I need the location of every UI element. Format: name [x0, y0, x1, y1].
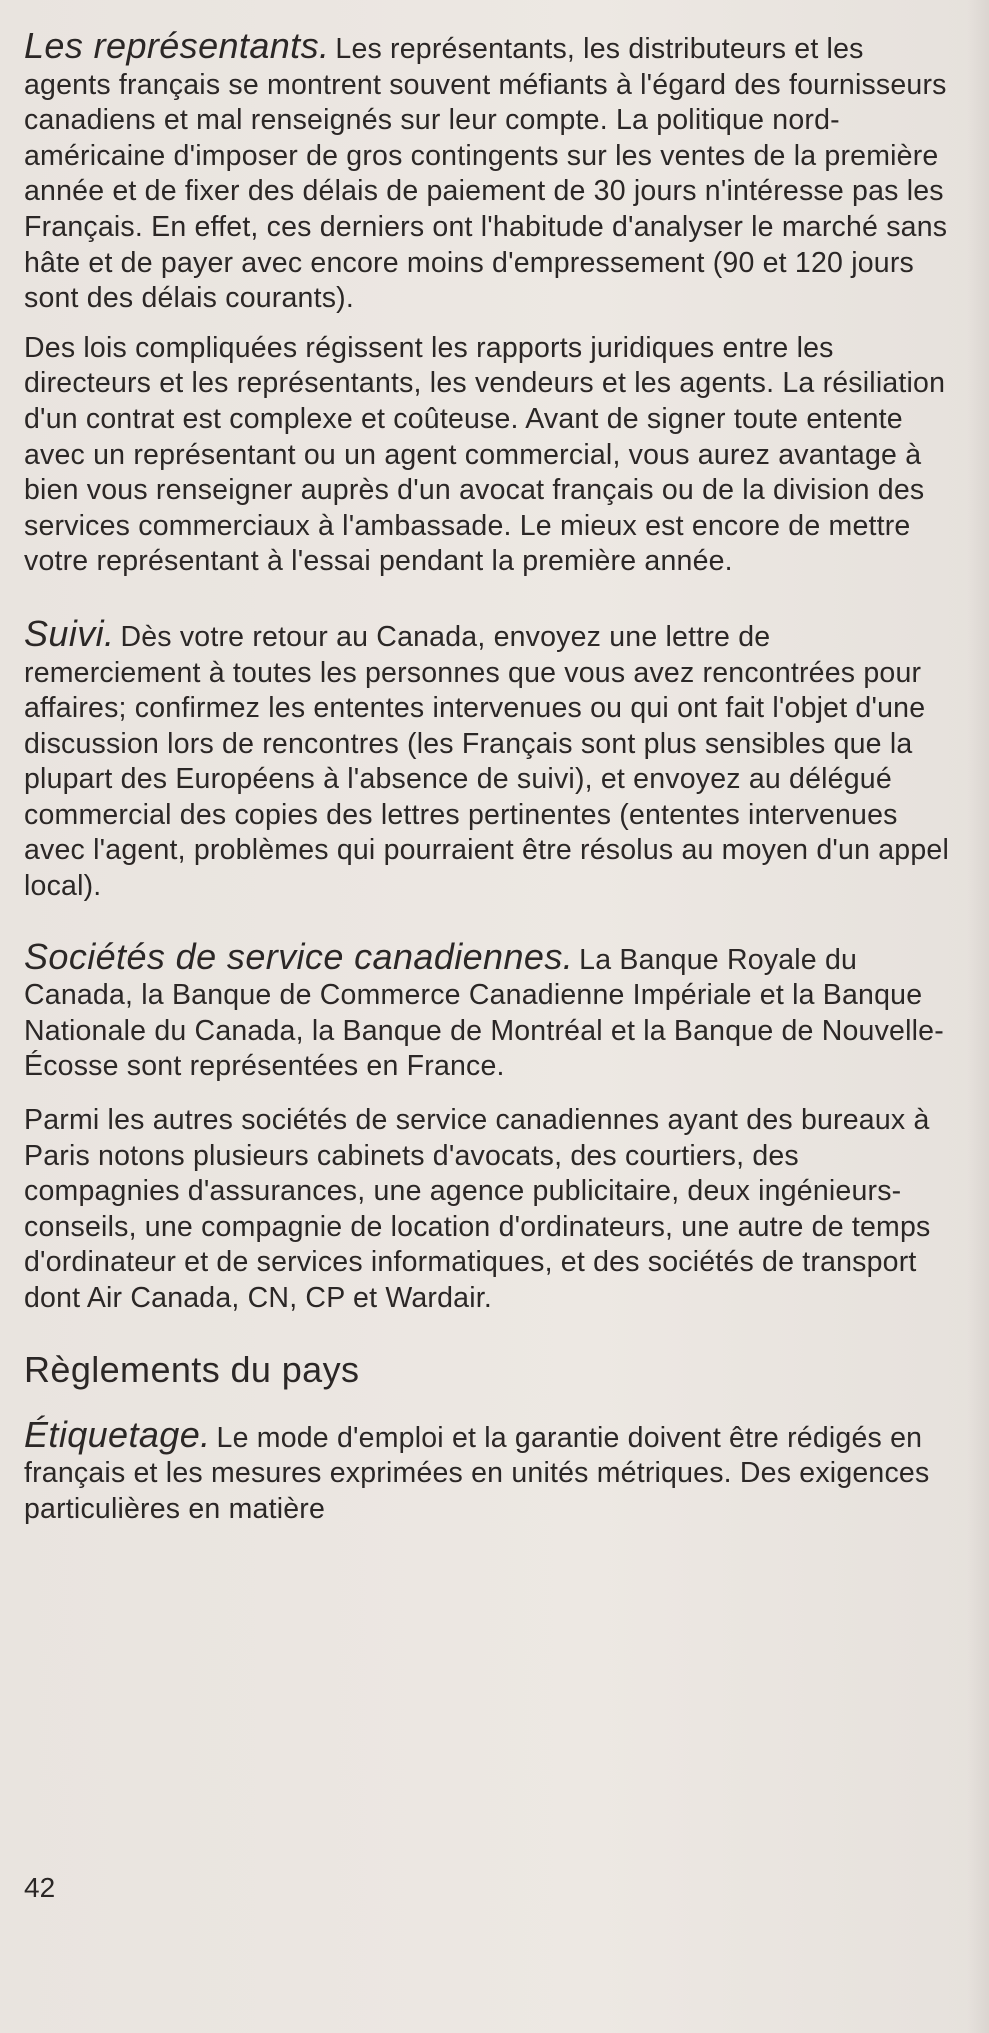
- paragraph-suivi-text: Dès votre retour au Canada, envoyez une lettre de remerciement à toutes les personnes que vous avez rencontrées pour affaires; confirmez les ententes intervenues ou qui ont fait l'objet d'une discussion lors de rencontres (les Français sont plus sensibles que la plupart des Européens à l'absence de suivi), et envoyez au délégué commercial des copies des lettres pertinentes (ententes intervenues avec l'agent, problèmes qui pourraient être résolus au moyen d'un appel local).: [24, 620, 949, 903]
- runin-heading-representants: Les représentants.: [24, 25, 330, 66]
- page-number: 42: [24, 1872, 56, 1903]
- runin-heading-suivi: Suivi.: [24, 612, 115, 654]
- paragraph-lois: [24, 331, 949, 580]
- paragraph-lois-text: Des lois compliquées régissent les rapports juridiques entre les directeurs et les représentants, les vendeurs et les agents. La résiliation d'un contrat est complexe et coûteuse. Avant de signer toute entente avec un représentant ou un agent commercial, vous aurez avantage à bien vous renseigner auprès d'un avocat français ou de la division des services commerciaux à l'ambassade. Le mieux est encore de mettre votre représentant à l'essai pendant la première année.: [24, 331, 946, 578]
- runin-heading-etiquetage: Étiquetage.: [24, 1413, 211, 1455]
- paragraph-etiquetage-text: Le mode d'emploi et la garantie doivent être rédigés en français et les mesures exprimées en unités métriques. Des exigences particulières en matière: [24, 1421, 930, 1525]
- paragraph-etiquetage: [24, 1413, 949, 1528]
- paragraph-representants: [24, 25, 949, 317]
- paragraph-parmi: [24, 1103, 949, 1317]
- paragraph-representants-text: Les représentants, les distributeurs et les agents français se montrent souvent méfiants à l'égard des fournisseurs canadiens et mal renseignés sur leur compte. La politique nord-américaine d'imposer de gros contingents sur les ventes de la première année et de fixer des délais de paiement de 30 jours n'intéresse pas les Français. En effet, ces derniers ont l'habitude d'analyser le marché sans hâte et de payer avec encore moins d'empressement (90 et 120 jours sont des délais courants).: [24, 33, 948, 315]
- paragraph-societes: [24, 935, 949, 1085]
- runin-heading-societes: Sociétés de service canadiennes.: [24, 935, 574, 977]
- page-edge-shadow: [967, 0, 989, 2033]
- paragraph-societes-text: La Banque Royale du Canada, la Banque de Commerce Canadienne Impériale et la Banque Nationale du Canada, la Banque de Montréal et la Banque de Nouvelle-Écosse sont représentées en France.: [24, 943, 944, 1083]
- paragraph-parmi-text: Parmi les autres sociétés de service canadiennes ayant des bureaux à Paris notons plusieurs cabinets d'avocats, des courtiers, des compagnies d'assurances, une agence publicitaire, deux ingénieurs-conseils, une compagnie de location d'ordinateurs, une autre de temps d'ordinateur et de services informatiques, et des sociétés de transport dont Air Canada, CN, CP et Wardair.: [24, 1104, 931, 1314]
- paragraph-suivi: [24, 612, 949, 905]
- section-heading: Règlements du pays: [24, 1348, 360, 1390]
